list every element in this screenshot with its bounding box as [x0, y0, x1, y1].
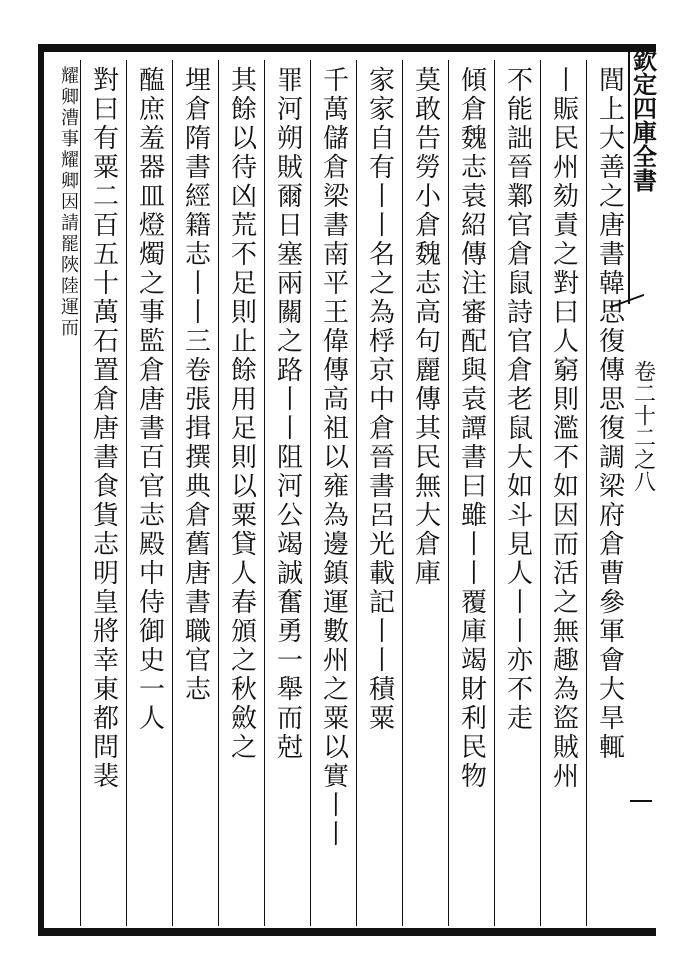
column-text: 耀卿漕事耀卿因請罷陜陸運而: [58, 66, 79, 339]
header-title: 欽定四庫全書: [628, 48, 658, 192]
text-column-7: [310, 60, 356, 926]
column-text: 對曰有粟二百五十萬石置倉唐書食貨志明皇將幸東都問裴: [88, 66, 119, 791]
text-column-5: [402, 60, 448, 926]
column-text: 閭上大善之唐書韓思復傳思復調梁府倉曹參軍會大旱輒: [594, 66, 625, 762]
volume-label: [630, 360, 656, 492]
column-text: 千萬儲倉梁書南平王偉傳高祖以雍為邊鎮運數州之粟以實丨丨: [318, 66, 349, 849]
column-text: 丨賑民州劾責之對曰人窮則濫不如因而活之無趣為盜賊州: [548, 66, 579, 791]
text-column-10: [172, 60, 218, 926]
column-text: 埋倉隋書經籍志丨丨三卷張揖撰典倉舊唐書職官志: [180, 66, 211, 704]
column-text: 醢庶羞器皿燈燭之事監倉唐書百官志殿中侍御史一人: [134, 66, 165, 733]
text-column-12: [80, 60, 126, 926]
text-column-4: [448, 60, 494, 926]
column-text: 不能詘晉鄴官倉鼠詩官倉老鼠大如斗見人丨丨亦不走: [502, 66, 533, 733]
column-text: 其餘以待凶荒不足則止餘用足則以粟貸人春頒之秋斂之: [226, 66, 257, 762]
text-column-13: [56, 60, 80, 926]
column-text: 傾倉魏志袁紹傳注審配與袁譚書曰雖丨丨覆庫竭財利民物: [456, 66, 487, 791]
text-column-3: [494, 60, 540, 926]
margin-mark-lower: [630, 800, 652, 802]
text-column-6: [356, 60, 402, 926]
column-text: 罪河朔賊爾日塞兩關之路丨丨阻河公竭誠奮勇一舉而尅: [272, 66, 303, 762]
column-text: 家家自有丨丨名之為桴京中倉晉書呂光載記丨丨積粟: [364, 66, 395, 733]
text-column-9: [218, 60, 264, 926]
text-column-2: [540, 60, 586, 926]
column-text: 莫敢告勞小倉魏志高句麗傳其民無大倉庫: [410, 66, 441, 588]
text-column-11: [126, 60, 172, 926]
volume-text: 卷二十二之八: [630, 360, 656, 492]
text-column-1: [586, 60, 632, 926]
text-column-8: [264, 60, 310, 926]
header-band: [628, 44, 656, 304]
